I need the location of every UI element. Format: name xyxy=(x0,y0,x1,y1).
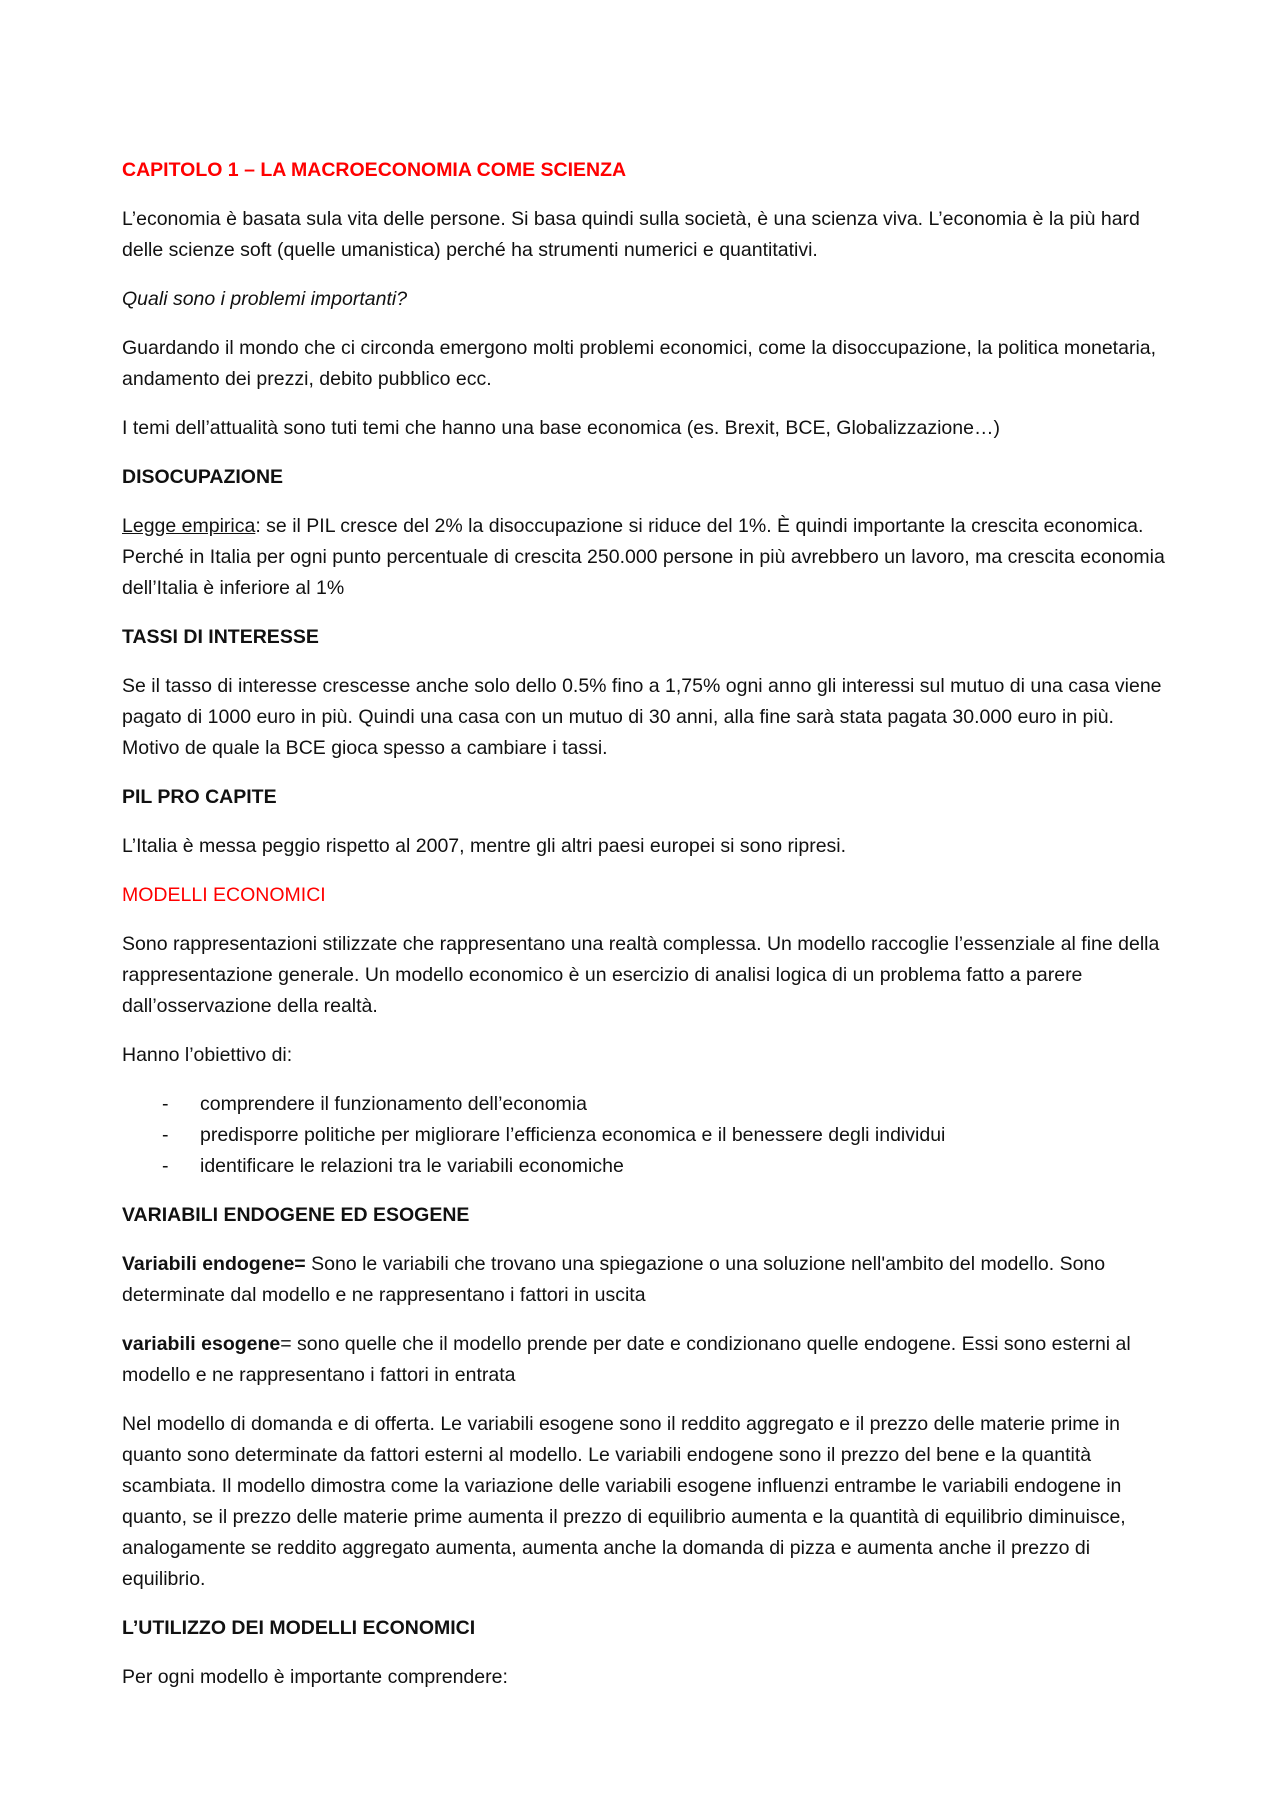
endogenous-text: Sono le variabili che trovano una spiegazione o una soluzione nell'ambito del modello. Sono determinate dal modello e ne rappresentano i fattori in uscita xyxy=(122,1253,1106,1306)
dash-bullet: - xyxy=(162,1093,169,1115)
unemployment-heading: DISOCUPAZIONE xyxy=(122,466,284,488)
list-item xyxy=(122,1151,1172,1182)
example-paragraph: Nel modello di domanda e di offerta. Le variabili esogene sono il reddito aggregato e il prezzo delle materie prime in quanto sono determinate da fattori esterni al modello. Le variabili endogene sono il prezzo del bene e la quantità scambiata. Il modello dimostra come la variazione delle variabili esogene influenzi entrambe le variabili endogene in quanto, se il prezzo delle materie prime aumenta il prezzo di equilibrio aumenta e la quantità di equilibrio diminuisce, analogamente se reddito aggregato aumenta, aumenta anche la domanda di pizza e aumenta anche il prezzo di equilibrio. xyxy=(122,1413,1126,1590)
exogenous-label: variabili esogene xyxy=(122,1333,281,1355)
chapter-title: CAPITOLO 1 – LA MACROECONOMIA COME SCIENZA xyxy=(122,159,627,181)
goals-intro: Hanno l’obiettivo di: xyxy=(122,1044,293,1066)
gdp-heading: PIL PRO CAPITE xyxy=(122,786,277,808)
gdp-paragraph: L’Italia è messa peggio rispetto al 2007, mentre gli altri paesi europei si sono ripresi. xyxy=(122,835,847,857)
goal-text: predisporre politiche per migliorare l’efficienza economica e il benessere degli individui xyxy=(200,1124,946,1146)
list-item xyxy=(122,1120,1172,1151)
empirical-law-text: : se il PIL cresce del 2% la disoccupazione si riduce del 1%. È quindi importante la crescita economica. Perché in Italia per ogni punto percentuale di crescita 250.000 persone in più avrebbero un lavoro, ma crescita economia dell’Italia è inferiore al 1% xyxy=(122,515,1165,599)
goal-text: identificare le relazioni tra le variabili economiche xyxy=(200,1155,624,1177)
document-page xyxy=(122,155,1172,1711)
question-paragraph: Quali sono i problemi importanti? xyxy=(122,288,408,310)
list-item xyxy=(122,1089,1172,1120)
variables-heading: VARIABILI ENDOGENE ED ESOGENE xyxy=(122,1204,470,1226)
models-heading: MODELLI ECONOMICI xyxy=(122,884,326,906)
models-paragraph: Sono rappresentazioni stilizzate che rappresentano una realtà complessa. Un modello raccoglie l’essenziale al fine della rappresentazione generale. Un modello economico è un esercizio di analisi logica di un problema fatto a parere dall’osservazione della realtà. xyxy=(122,933,1160,1017)
exogenous-text: = sono quelle che il modello prende per date e condizionano quelle endogene. Essi sono esterni al modello e ne rappresentano i fattori in entrata xyxy=(122,1333,1131,1386)
topics-paragraph: I temi dell’attualità sono tuti temi che hanno una base economica (es. Brexit, BCE, Globalizzazione…) xyxy=(122,417,1000,439)
dash-bullet: - xyxy=(162,1124,169,1146)
goals-list xyxy=(122,1089,1172,1182)
endogenous-paragraph xyxy=(122,1249,1172,1311)
empirical-law-label: Legge empirica xyxy=(122,515,256,537)
problems-paragraph: Guardando il mondo che ci circonda emergono molti problemi economici, come la disoccupazione, la politica monetaria, andamento dei prezzi, debito pubblico ecc. xyxy=(122,337,1157,390)
endogenous-label: Variabili endogene= xyxy=(122,1253,306,1275)
intro-paragraph: L’economia è basata sula vita delle persone. Si basa quindi sulla società, è una scienza viva. L’economia è la più hard delle scienze soft (quelle umanistica) perché ha strumenti numerici e quantitativi. xyxy=(122,208,1140,261)
usage-heading: L’UTILIZZO DEI MODELLI ECONOMICI xyxy=(122,1617,476,1639)
dash-bullet: - xyxy=(162,1155,169,1177)
interest-paragraph: Se il tasso di interesse crescesse anche solo dello 0.5% fino a 1,75% ogni anno gli interessi sul mutuo di una casa viene pagato di 1000 euro in più. Quindi una casa con un mutuo di 30 anni, alla fine sarà stata pagata 30.000 euro in più. Motivo de quale la BCE gioca spesso a cambiare i tassi. xyxy=(122,675,1162,759)
interest-heading: TASSI DI INTERESSE xyxy=(122,626,319,648)
exogenous-paragraph xyxy=(122,1329,1172,1391)
unemployment-paragraph xyxy=(122,511,1172,604)
goal-text: comprendere il funzionamento dell’economia xyxy=(200,1093,587,1115)
usage-paragraph: Per ogni modello è importante comprendere: xyxy=(122,1666,508,1688)
